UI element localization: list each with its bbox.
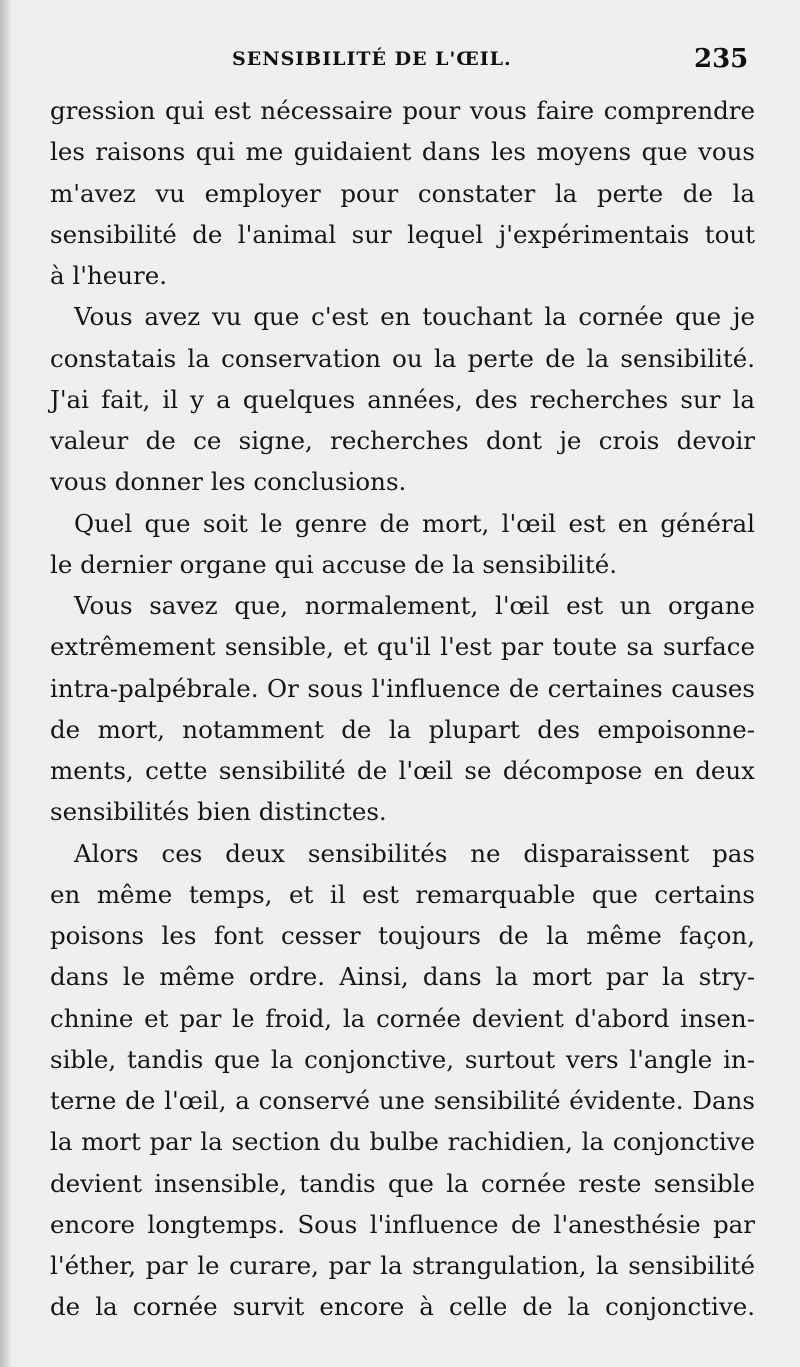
body-text bbox=[50, 90, 755, 1328]
text-line: chnine et par le froid, la cornée devient d'abord insen- bbox=[50, 1003, 755, 1033]
text-line: de la cornée survit encore à celle de la conjonctive. bbox=[50, 1292, 755, 1322]
text-line: en même temps, et il est remarquable que certains bbox=[50, 879, 755, 909]
text-line: Vous savez que, normalement, l'œil est un organe bbox=[74, 591, 755, 620]
text-line: de mort, notamment de la plupart des empoisonne- bbox=[50, 714, 755, 744]
text-line: valeur de ce signe, recherches dont je crois devoir bbox=[50, 426, 755, 455]
text-line: la mort par la section du bulbe rachidien, la conjonctive bbox=[50, 1127, 755, 1157]
text-line: Alors ces deux sensibilités ne disparaissent pas bbox=[74, 838, 755, 868]
text-line: m'avez vu employer pour constater la perte de la bbox=[50, 178, 755, 208]
text-line: extrêmement sensible, et qu'il l'est par toute sa surface bbox=[50, 632, 755, 662]
text-line: sensibilité de l'animal sur lequel j'expérimentais tout bbox=[50, 219, 755, 249]
text-line: l'éther, par le curare, par la strangulation, la sensibilité bbox=[50, 1251, 755, 1280]
text-line: intra-palpébrale. Or sous l'influence de certaines causes bbox=[50, 673, 755, 703]
page-number: 235 bbox=[694, 44, 749, 74]
text-line: sible, tandis que la conjonctive, surtout vers l'angle in- bbox=[50, 1044, 755, 1074]
text-line: terne de l'œil, a conservé une sensibilité évidente. Dans bbox=[50, 1086, 755, 1115]
text-line: Quel que soit le genre de mort, l'œil est en général bbox=[74, 508, 755, 538]
text-line: devient insensible, tandis que la cornée reste sensible bbox=[50, 1168, 755, 1198]
text-line: poisons les font cesser toujours de la même façon, bbox=[50, 921, 755, 950]
text-line: gression qui est nécessaire pour vous faire comprendre bbox=[50, 96, 755, 125]
text-line: les raisons qui me guidaient dans les moyens que vous bbox=[50, 137, 755, 167]
text-line: Vous avez vu que c'est en touchant la cornée que je bbox=[74, 302, 755, 332]
text-line: le dernier organe qui accuse de la sensibilité. bbox=[50, 549, 618, 579]
text-line: vous donner les conclusions. bbox=[50, 467, 407, 497]
text-line: sensibilités bien distinctes. bbox=[50, 797, 387, 827]
text-line: dans le même ordre. Ainsi, dans la mort par la stry- bbox=[50, 962, 755, 992]
running-head-title: SENSIBILITÉ DE L'ŒIL. bbox=[232, 48, 512, 70]
text-line: ments, cette sensibilité de l'œil se décompose en deux bbox=[50, 756, 755, 785]
text-line: à l'heure. bbox=[50, 261, 168, 290]
page-gutter-shadow bbox=[0, 0, 12, 1367]
running-head bbox=[0, 44, 800, 80]
text-line: encore longtemps. Sous l'influence de l'anesthésie par bbox=[50, 1209, 755, 1239]
text-line: J'ai fait, il y a quelques années, des recherches sur la bbox=[50, 384, 755, 414]
text-line: constatais la conservation ou la perte de la sensibilité. bbox=[50, 343, 755, 373]
